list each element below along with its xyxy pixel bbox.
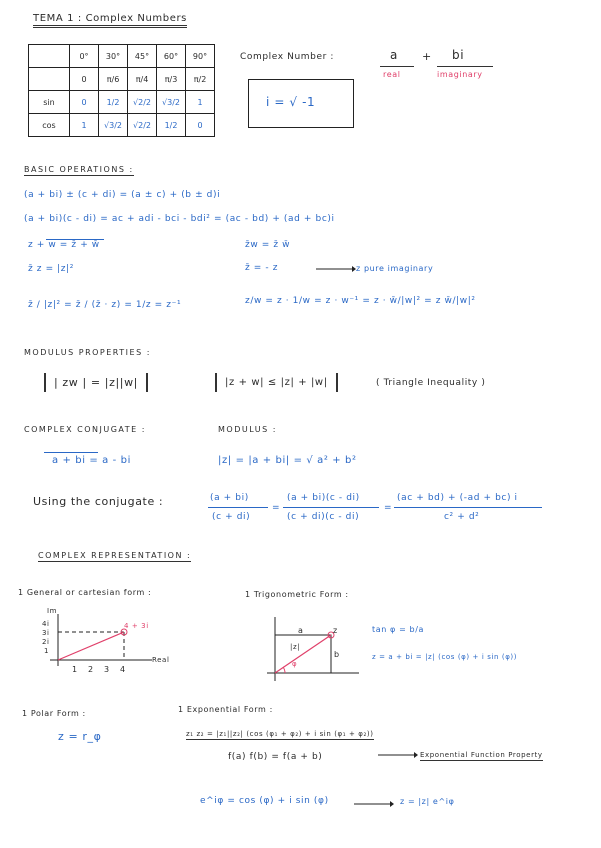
- exp-property-text: Exponential Function Property: [420, 751, 543, 759]
- complex-plus: +: [422, 50, 432, 63]
- x-tick: 4: [120, 665, 126, 674]
- trig-b: b: [334, 650, 340, 659]
- triangle-inequality: ( Triangle Inequality ): [376, 378, 486, 388]
- trig-z: z: [333, 626, 338, 635]
- trig-phi: φ: [292, 660, 298, 668]
- y-tick: 1: [44, 647, 50, 655]
- conj-overline: [46, 239, 104, 240]
- complex-conjugate-heading: COMPLEX CONJUGATE :: [24, 425, 146, 434]
- y-tick: 2i: [42, 638, 50, 646]
- conjugate-overline: [44, 452, 98, 453]
- op-sum: (a + bi) ± (c + di) = (a ± c) + (b ± d)i: [24, 190, 221, 200]
- basic-operations-heading: BASIC OPERATIONS :: [24, 165, 134, 174]
- frac2-bar: [283, 507, 379, 508]
- modulus-properties-heading: MODULUS PROPERTIES :: [24, 348, 151, 357]
- tan-formula: tan φ = b/a: [372, 625, 424, 634]
- frac3-denominator: c² + d²: [444, 512, 480, 522]
- inverse-formula: z̄ / |z|² = z̄ / (z̄ · z) = 1/z = z⁻¹: [28, 300, 182, 310]
- complex-number-label: Complex Number :: [240, 52, 334, 62]
- modulus-product: | zw | = |z||w|: [44, 373, 148, 392]
- division-formula: z/w = z · 1/w = z · w⁻¹ = z · w̄/|w|² = z w̄/|w|²: [245, 296, 476, 306]
- conj-sum: z + w = z̄ + w̄: [28, 240, 100, 250]
- frac1-denominator: (c + di): [212, 512, 251, 522]
- polar-form-label: 1 Polar Form :: [22, 709, 86, 718]
- conjugate-formula: a + bi = a - bi: [52, 455, 131, 466]
- real-label: real: [383, 70, 401, 79]
- y-tick: 4i: [42, 620, 50, 628]
- op-product: (a + bi)(c - di) = ac + adi - bci - bdi² = (ac - bd) + (ad + bc)i: [24, 214, 335, 224]
- trig-form-formula: z = a + bi = |z| (cos (φ) + i sin (φ)): [372, 653, 518, 661]
- table-row: cos 1 √3/2 √2/2 1/2 0: [29, 114, 215, 137]
- trig-table: [28, 44, 215, 137]
- real-underline: [380, 66, 414, 67]
- exp-property-formula: f(a) f(b) = f(a + b): [228, 752, 323, 762]
- modulus-sum: |z + w| ≤ |z| + |w|: [215, 373, 338, 392]
- euler-result: z = |z| e^iφ: [400, 797, 455, 806]
- x-tick: 2: [88, 665, 94, 674]
- representation-heading: COMPLEX REPRESENTATION :: [38, 551, 192, 560]
- imag-underline: [437, 66, 493, 67]
- eq-sign-2: =: [384, 503, 393, 513]
- table-row: 0 π/6 π/4 π/3 π/2: [29, 68, 215, 91]
- eq-sign-1: =: [272, 503, 281, 513]
- general-form-label: 1 General or cartesian form :: [18, 588, 152, 597]
- complex-a: a: [390, 48, 398, 62]
- arrow-icon: [354, 800, 394, 810]
- frac2-numerator: (a + bi)(c - di): [287, 493, 360, 503]
- mod-squared: z̄ z = |z|²: [28, 264, 74, 274]
- polar-formula: z = r_φ: [58, 730, 102, 743]
- exp-form-label: 1 Exponential Form :: [178, 705, 273, 714]
- euler-formula: e^iφ = cos (φ) + i sin (φ): [200, 796, 329, 806]
- page-title: TEMA 1 : Complex Numbers: [33, 13, 187, 28]
- x-tick: 1: [72, 665, 78, 674]
- table-row: 0° 30° 45° 60° 90°: [29, 45, 215, 68]
- y-tick: 3i: [42, 629, 50, 637]
- arrow-icon: [378, 751, 418, 761]
- frac3-numerator: (ac + bd) + (-ad + bc) i: [397, 493, 518, 503]
- cartesian-plot: [30, 610, 170, 680]
- pure-imag-text: z pure imaginary: [356, 264, 434, 273]
- pure-imag-eq: z̄ = - z: [245, 263, 279, 273]
- imaginary-label: imaginary: [437, 70, 483, 79]
- trig-modulus: |z|: [290, 643, 301, 651]
- frac3-bar: [394, 507, 542, 508]
- axis-real-label: Real: [152, 656, 170, 664]
- using-conjugate-label: Using the conjugate :: [33, 495, 164, 508]
- frac1-bar: [208, 507, 268, 508]
- frac1-numerator: (a + bi): [210, 493, 249, 503]
- conj-product: z̄w = z̄ w̄: [245, 240, 291, 250]
- point-label: 4 + 3i: [124, 622, 149, 630]
- trig-a: a: [298, 626, 304, 635]
- x-tick: 3: [104, 665, 110, 674]
- exp-product-formula: z₁ z₂ = |z₁||z₂| (cos (φ₁ + φ₂) + i sin (φ₁ + φ₂)): [186, 730, 374, 738]
- axis-im-label: Im: [47, 607, 58, 615]
- modulus-formula: |z| = |a + bi| = √ a² + b²: [218, 455, 357, 466]
- modulus-heading: MODULUS :: [218, 425, 277, 434]
- trig-form-label: 1 Trigonometric Form :: [245, 590, 349, 599]
- i-definition: i = √ -1: [266, 95, 316, 109]
- complex-bi: bi: [452, 48, 465, 62]
- frac2-denominator: (c + di)(c - di): [287, 512, 360, 522]
- trig-diagram: [255, 615, 365, 685]
- table-row: sin 0 1/2 √2/2 √3/2 1: [29, 91, 215, 114]
- arrow-icon: [316, 265, 356, 275]
